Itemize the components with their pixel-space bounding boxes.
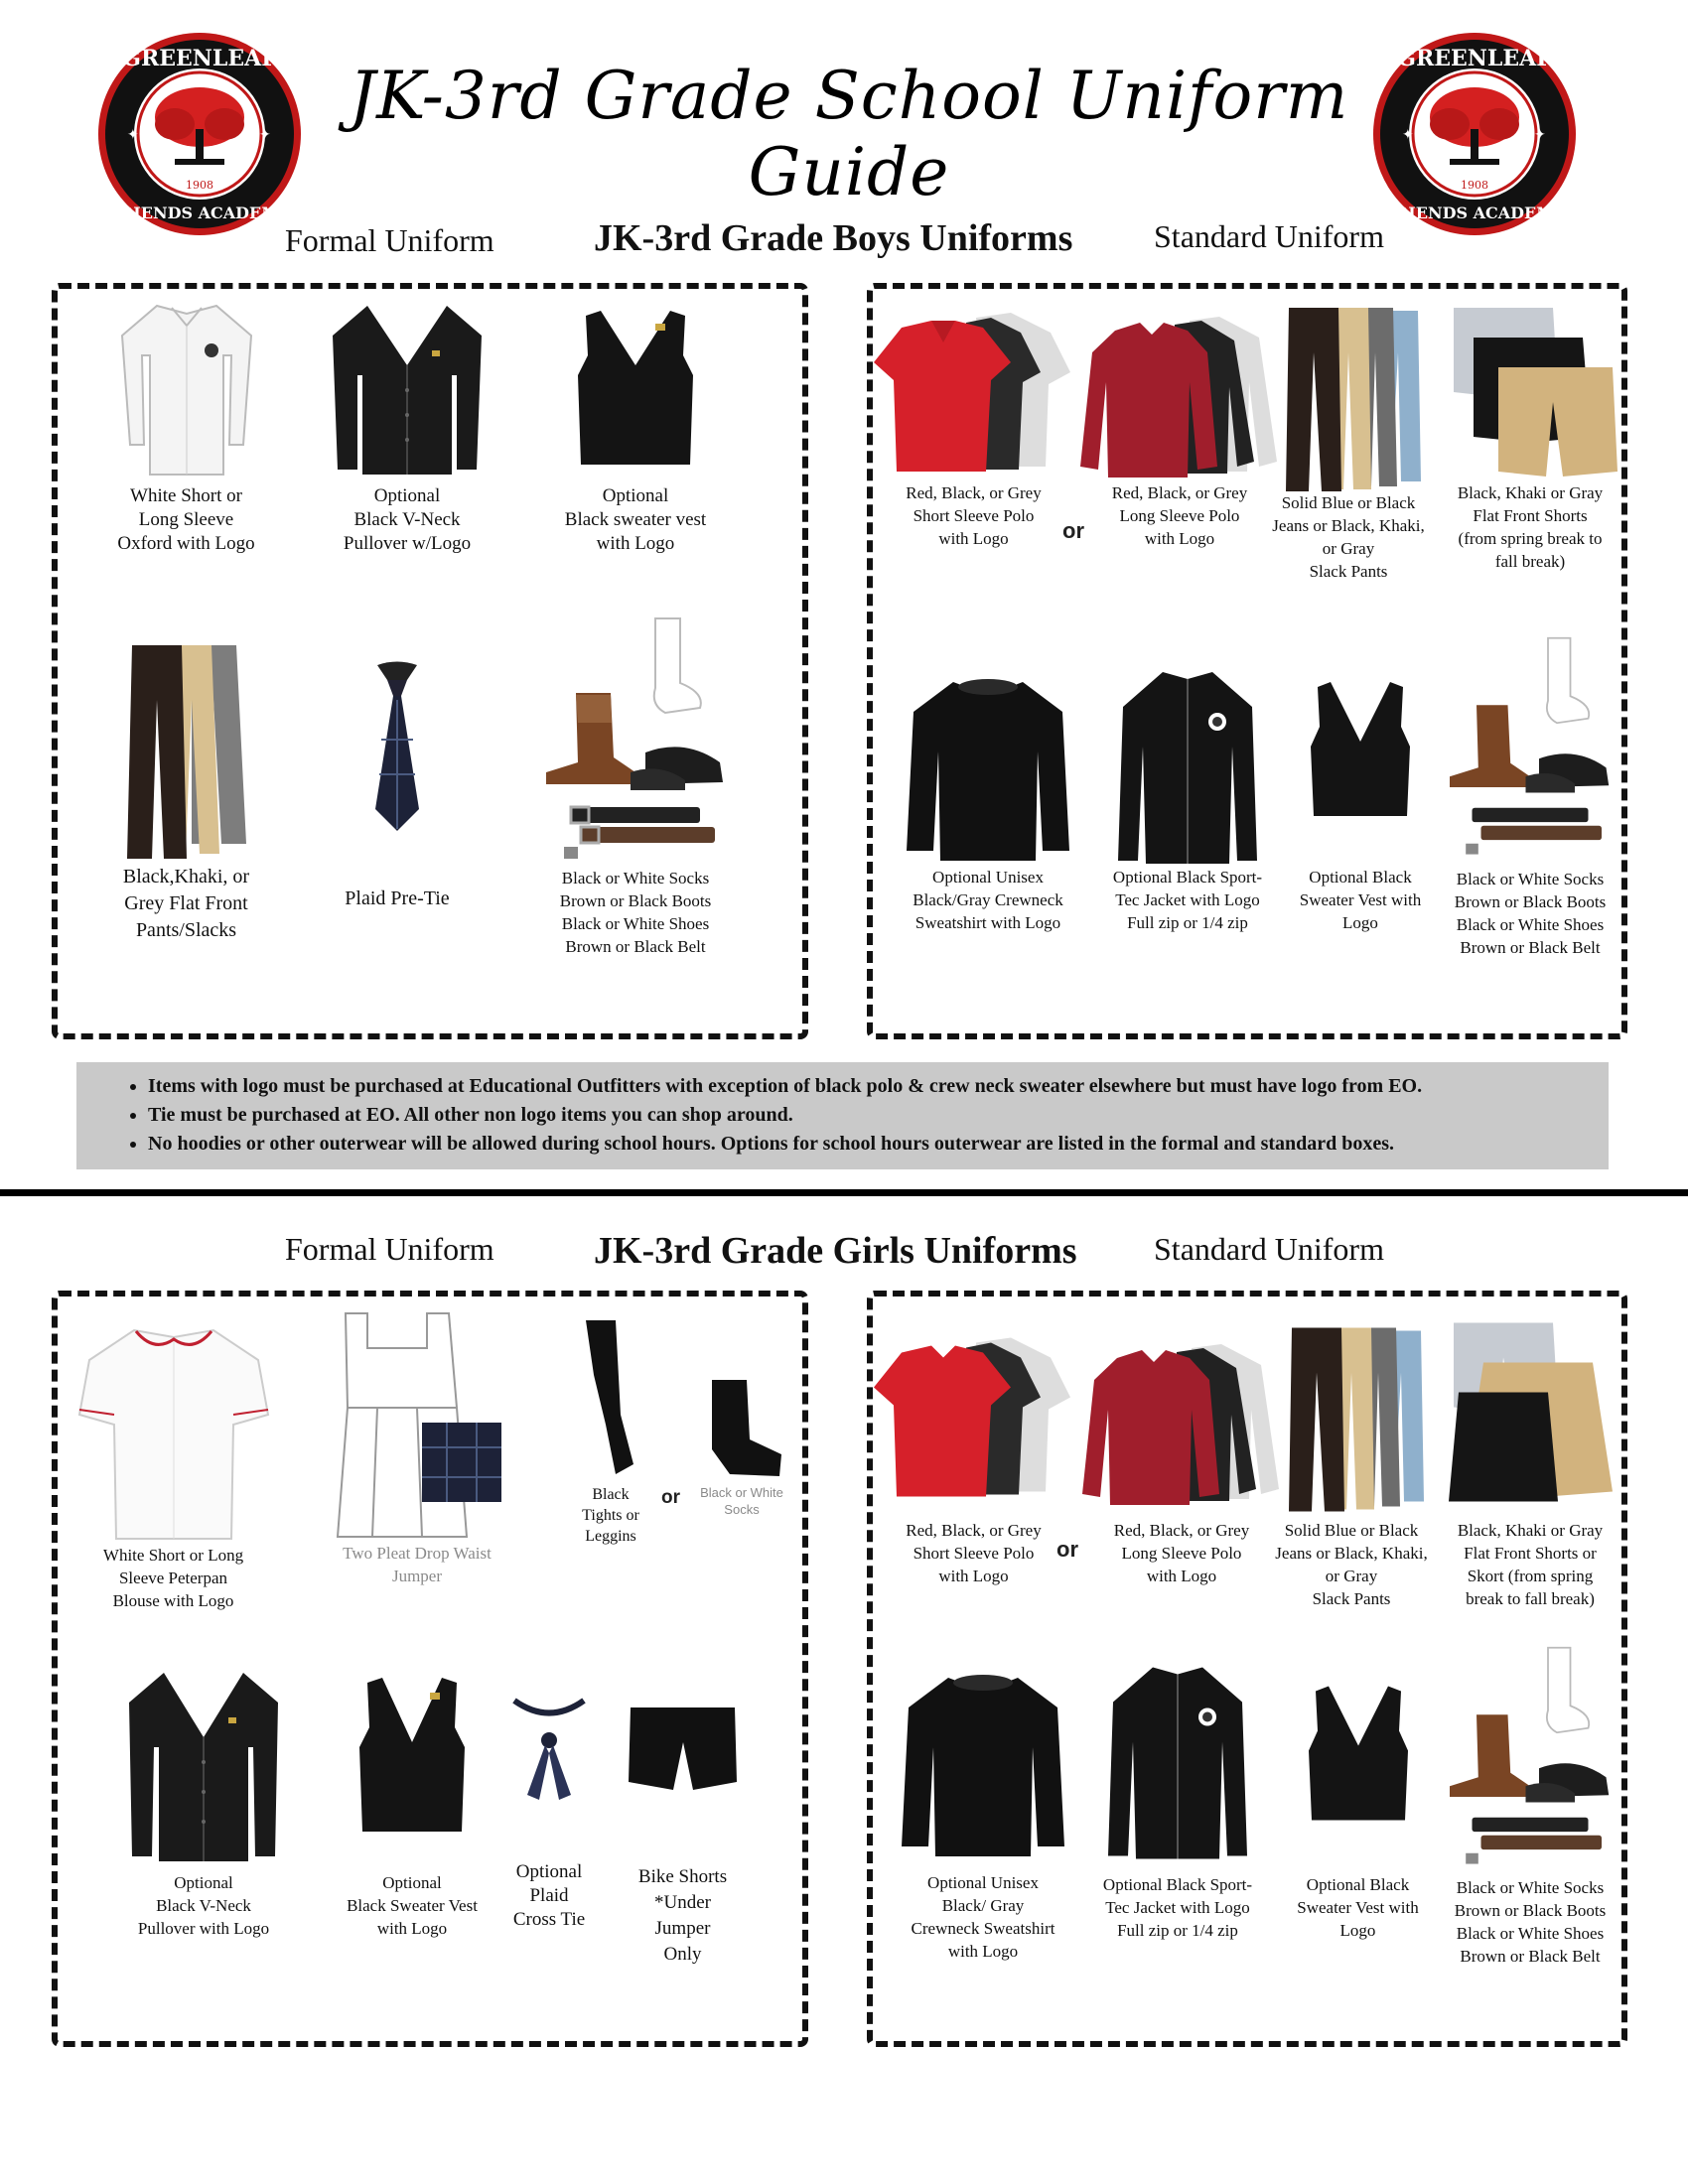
page-title: JK-3rd Grade School Uniform Guide (349, 58, 1349, 210)
item-standard-socks-shoes-belt: Black or White Socks Brown or Black Boots Black or White Shoes Brown or Black Belt (1440, 627, 1620, 959)
bike-shorts-icon (626, 1703, 740, 1797)
item-sweater-vest: Optional Black sweater vest with Logo (526, 296, 745, 556)
polo-long-icon (1082, 1320, 1281, 1519)
polo-short-icon (872, 1315, 1075, 1519)
svg-text:GREENLEAF: GREENLEAF (1397, 46, 1552, 71)
item-girls-vneck-pullover: Optional Black V-Neck Pullover with Logo (104, 1663, 303, 1940)
pants-icon (112, 640, 261, 864)
sweatshirt-icon (894, 1653, 1072, 1871)
item-drop-waist-jumper: Two Pleat Drop Waist Jumper (313, 1308, 521, 1587)
school-logo-right (1370, 30, 1579, 238)
or-label: or (1056, 1537, 1078, 1562)
svg-text:✦: ✦ (1534, 128, 1546, 143)
shorts-icon (1444, 303, 1618, 481)
item-peterpan-blouse: White Short or Long Sleeve Peterpan Blouse with Logo (71, 1315, 275, 1612)
item-crewneck-sweatshirt: Optional Unisex Black/Gray Crewneck Sweatshirt with Logo (884, 667, 1092, 934)
sweater-vest-icon (556, 296, 715, 484)
logo-year: 1908 (186, 179, 213, 192)
item-girls-sweater-vest: Optional Black Sweater Vest with Logo (333, 1663, 492, 1940)
boys-section-title: JK-3rd Grade Boys Uniforms (594, 217, 1073, 259)
cross-tie-icon (509, 1696, 589, 1805)
section-divider (0, 1189, 1688, 1196)
polo-long-icon (1080, 303, 1279, 481)
jacket-icon (1098, 1650, 1257, 1873)
boys-standard-label: Standard Uniform (1154, 218, 1384, 254)
accessories-icon (1441, 1638, 1619, 1876)
sweatshirt-icon (899, 667, 1077, 866)
logo-top-text: GREENLEAF (122, 46, 277, 71)
svg-text:✦: ✦ (127, 128, 139, 143)
or-label: or (661, 1487, 680, 1508)
item-vneck-pullover: Optional Black V-Neck Pullover w/Logo (303, 296, 511, 556)
item-standard-sweater-vest: Optional Black Sweater Vest with Logo (1281, 667, 1440, 934)
item-jeans-slacks: Solid Blue or Black Jeans or Black, Khaki, or Gray Slack Pants (1263, 303, 1434, 583)
sweater-vest-icon (1296, 667, 1425, 866)
blouse-icon (74, 1315, 273, 1544)
item-girls-short-sleeve-polo: Red, Black, or Grey Short Sleeve Polo with Logo (872, 1315, 1075, 1587)
item-girls-long-sleeve-polo: Red, Black, or Grey Long Sleeve Polo with Logo (1082, 1320, 1281, 1587)
item-girls-crewneck-sweatshirt: Optional Unisex Black/ Gray Crewneck Sweatshirt with Logo (884, 1653, 1082, 1963)
item-plaid-cross-tie: Optional Plaid Cross Tie (494, 1696, 604, 1932)
item-shorts-or-skort: Black, Khaki or Gray Flat Front Shorts or Skort (from spring break to fall break) (1440, 1315, 1620, 1610)
caption: White Short or Long Sleeve Oxford with Logo (117, 485, 255, 554)
item-girls-jeans-slacks: Solid Blue or Black Jeans or Black, Khaki, or Gray Slack Pants (1266, 1315, 1437, 1610)
cardigan-icon (114, 1663, 293, 1871)
item-long-sleeve-polo: Red, Black, or Grey Long Sleeve Polo with Logo (1080, 303, 1279, 550)
oxford-shirt-icon (112, 296, 261, 484)
accessories-icon (536, 614, 735, 867)
item-girls-sport-tec-jacket: Optional Black Sport- Tec Jacket with Logo Full zip or 1/4 zip (1087, 1650, 1268, 1942)
svg-text:1908: 1908 (1461, 179, 1488, 192)
item-sport-tec-jacket: Optional Black Sport- Tec Jacket with Logo Full zip or 1/4 zip (1097, 667, 1278, 934)
note-item: • Tie must be purchased at EO. All other non logo items you can shop around. (148, 1101, 1609, 1130)
svg-text:✦: ✦ (1402, 128, 1414, 143)
note-item: • No hoodies or other outerwear will be allowed during school hours. Options for school hours outerwear are listed in the formal and standard boxes. (148, 1130, 1609, 1159)
sweater-vest-icon (343, 1663, 482, 1871)
school-logo-left (95, 30, 304, 238)
jeans-icon (1277, 1315, 1426, 1519)
sweater-vest-icon (1294, 1668, 1423, 1873)
skort-icon (1444, 1315, 1618, 1519)
sock-icon (692, 1375, 791, 1484)
girls-standard-label: Standard Uniform (1154, 1231, 1384, 1267)
jacket-icon (1108, 667, 1267, 866)
item-short-sleeve-polo: Red, Black, or Grey Short Sleeve Polo with Logo (872, 303, 1075, 550)
item-black-socks: Black or White Socks (683, 1375, 800, 1518)
note-item: • Items with logo must be purchased at Educational Outfitters with exception of black polo & crew neck sweater elsewhere but must have logo from EO. (148, 1072, 1609, 1101)
policy-notes (76, 1062, 1609, 1169)
logo-bottom-text: FRIENDS ACADEMY (108, 204, 291, 222)
tie-icon (367, 660, 427, 839)
svg-text:FRIENDS ACADEMY: FRIENDS ACADEMY (1383, 204, 1566, 222)
polo-short-icon (872, 303, 1075, 481)
or-label: or (1062, 518, 1084, 543)
svg-text:✦: ✦ (259, 128, 271, 143)
tights-icon (576, 1315, 645, 1484)
girls-section-title: JK-3rd Grade Girls Uniforms (594, 1230, 1077, 1272)
accessories-icon (1441, 627, 1619, 868)
boys-formal-label: Formal Uniform (285, 222, 494, 258)
item-black-tights: Black Tights or Leggins (561, 1315, 660, 1547)
jumper-icon (318, 1308, 516, 1542)
girls-formal-label: Formal Uniform (285, 1231, 494, 1267)
cardigan-icon (318, 296, 496, 484)
item-flat-front-shorts: Black, Khaki or Gray Flat Front Shorts (from spring break to fall break) (1440, 303, 1620, 573)
item-girls-socks-shoes-belt: Black or White Socks Brown or Black Boots Black or White Shoes Brown or Black Belt (1440, 1638, 1620, 1968)
item-bike-shorts: Bike Shorts *Under Jumper Only (616, 1703, 750, 1968)
item-flat-front-pants: Black,Khaki, or Grey Flat Front Pants/Slacks (79, 640, 293, 944)
item-girls-standard-sweater-vest: Optional Black Sweater Vest with Logo (1276, 1668, 1440, 1942)
jeans-icon (1274, 303, 1423, 491)
item-socks-shoes-belt: Black or White Socks Brown or Black Boots Black or White Shoes Brown or Black Belt (526, 614, 745, 958)
item-plaid-pretie: Plaid Pre-Tie (298, 660, 496, 910)
item-white-oxford (79, 296, 293, 556)
